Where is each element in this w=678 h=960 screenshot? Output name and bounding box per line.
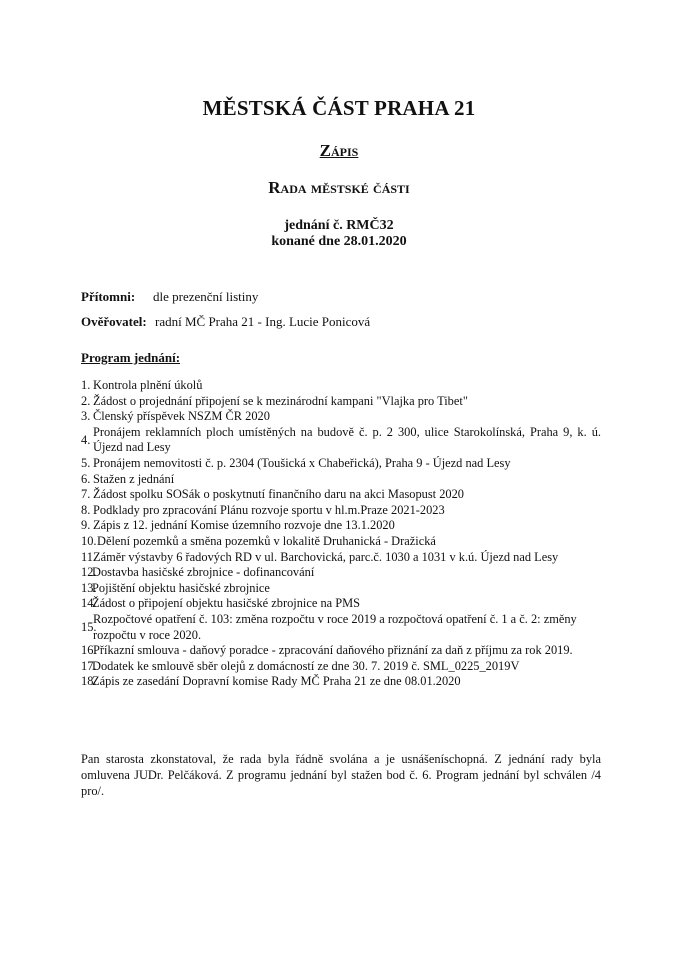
meeting-date: konané dne 28.01.2020 — [271, 234, 407, 249]
agenda-item: 3. Členský příspěvek NSZM ČR 2020 — [81, 409, 270, 424]
agenda-item: 1. Kontrola plnění úkolů — [81, 378, 203, 392]
agenda-item: 9. Zápis z 12. jednání Komise územního rozvoje dne 13.1.2020 — [81, 518, 395, 533]
verifier-value: radní MČ Praha 21 - Ing. Lucie Ponicová — [155, 314, 371, 329]
agenda-item: 16. Příkazní smlouva - daňový poradce - zpracování daňového přiznání za daň z příjmu za rok 2019. — [81, 643, 573, 658]
agenda-item: 6. Stažen z jednání — [81, 471, 175, 486]
agenda-item: 13. Pojištění objektu hasičské zbrojnice — [81, 580, 270, 595]
agenda-item: 2. Žádost o projednání připojení se k mezinárodní kampani "Vlajka pro Tibet" — [81, 393, 468, 408]
meeting-number: jednání č. RMČ32 — [284, 218, 394, 233]
agenda-item: 14. Žádost o připojení objektu hasičské zbrojnice na PMS — [81, 596, 361, 611]
verifier-row — [81, 314, 370, 330]
present-label: Přítomni: — [81, 289, 136, 304]
agenda-item: 18. Zápis ze zasedání Dopravní komise Rady MČ Praha 21 ze dne 08.01.2020 — [81, 674, 461, 689]
agenda-item: 4. Pronájem reklamních ploch umístěných na budově č. p. 2 300, ulice Starokolínská, Praha 9, k. ú. Újezd nad Lesy — [81, 424, 601, 455]
municipality-title: MĚSTSKÁ ČÁST PRAHA 21 — [202, 96, 476, 120]
agenda-item: 17. Dodatek ke smlouvě sběr olejů z domácností ze dne 30. 7. 2019 č. SML_0225_2019V — [81, 658, 520, 673]
verifier-label: Ověřovatel: — [81, 314, 147, 329]
agenda-item: 5. Pronájem nemovitosti č. p. 2304 (Toušická x Chabeřická), Praha 9 - Újezd nad Lesy — [81, 455, 511, 470]
agenda-item: 11. Záměr výstavby 6 řadových RD v ul. Barchovická, parc.č. 1030 a 1031 v k.ú. Újezd nad Lesy — [81, 549, 559, 564]
program-heading: Program jednání: — [81, 350, 181, 365]
agenda-item: 8. Podklady pro zpracování Plánu rozvoje sportu v hl.m.Praze 2021-2023 — [81, 502, 445, 517]
council-name: Rada městské části — [268, 178, 410, 197]
agenda-item: 10. Dělení pozemků a směna pozemků v lokalitě Druhanická - Dražická — [81, 533, 436, 548]
document-type: Zápis — [319, 141, 359, 160]
present-row — [81, 289, 258, 305]
opening-statement: Pan starosta zkonstatoval, že rada byla řádně svolána a je usnášeníschopná. Z jednání rady byla omluvena JUDr. Pelčáková. Z programu jednání byl stažen bod č. 6. Program jednání byl schválen /4 pro/. — [81, 752, 601, 798]
agenda-list — [81, 378, 601, 690]
agenda-item: 15. Rozpočtové opatření č. 103: změna rozpočtu v roce 2019 a rozpočtová opatření č. 1 a č. 2: změny rozpočtu v roce 2020. — [81, 611, 577, 642]
agenda-item: 7. Žádost spolku SOSák o poskytnutí finančního daru na akci Masopust 2020 — [81, 487, 464, 502]
present-value: dle prezenční listiny — [153, 289, 259, 304]
agenda-item: 12. Dostavba hasičské zbrojnice - dofinancování — [81, 565, 315, 580]
